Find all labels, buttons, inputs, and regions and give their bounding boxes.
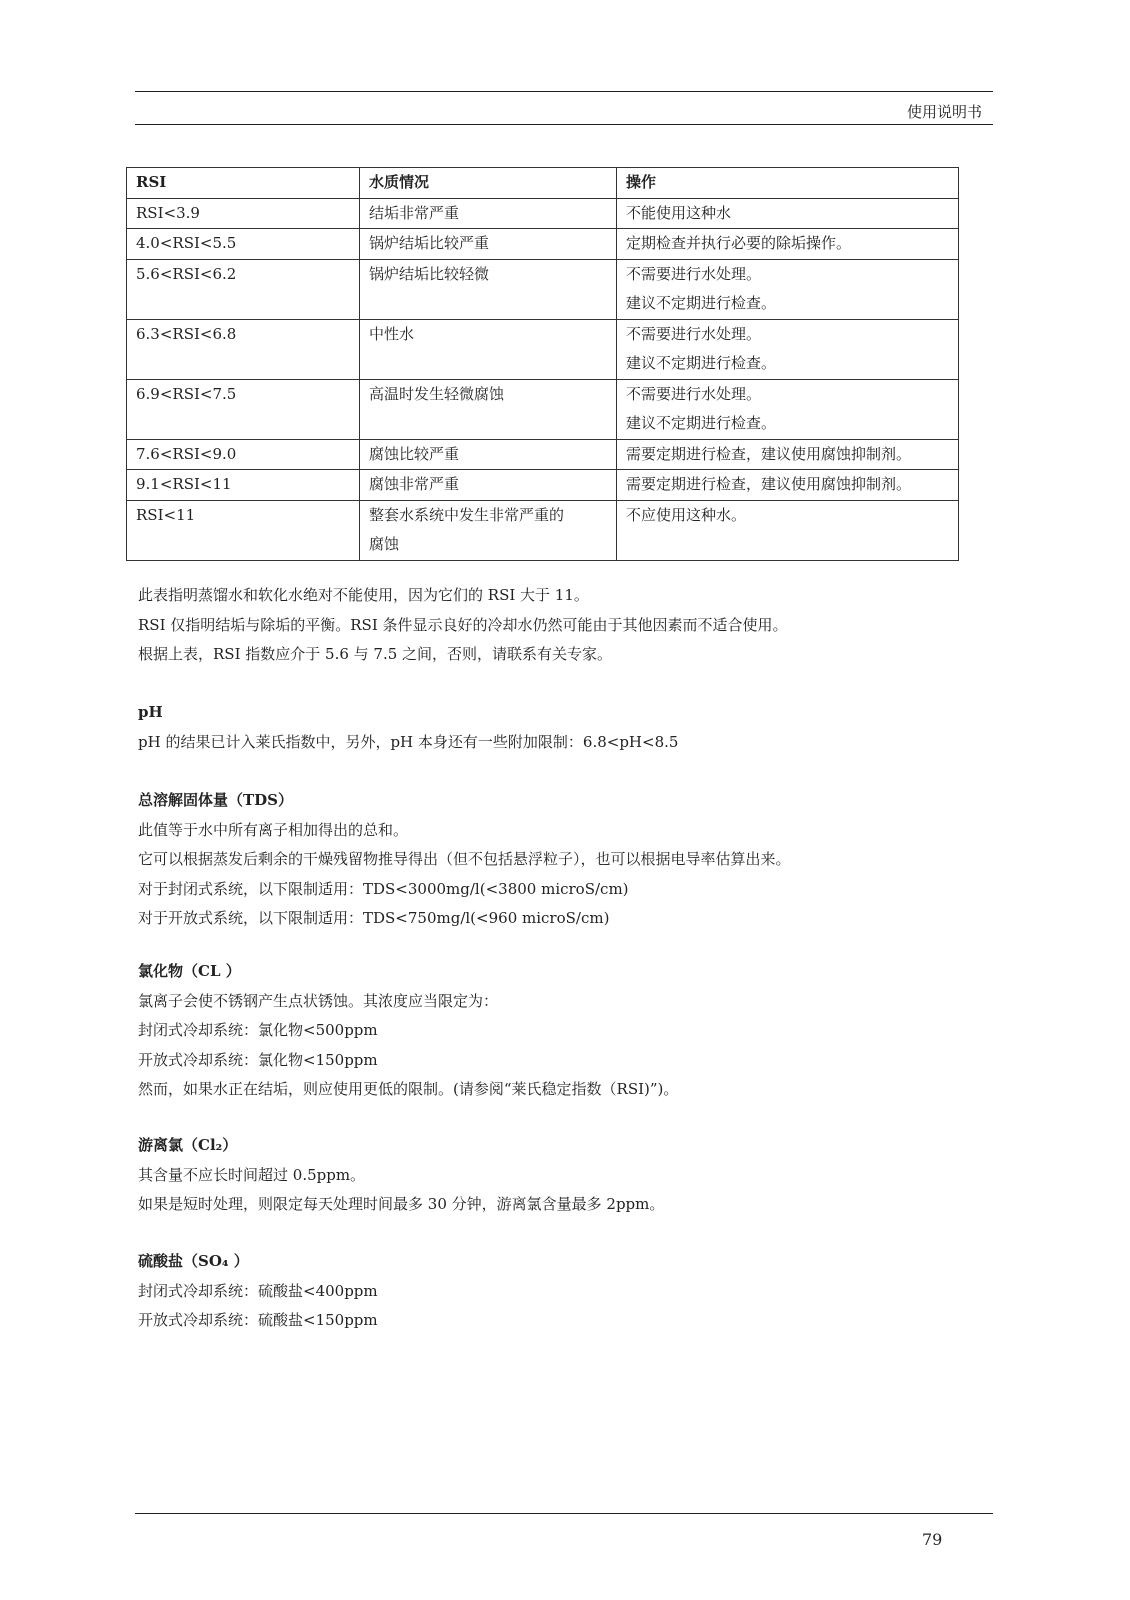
header-rule-bottom xyxy=(135,124,993,125)
section-heading-free-chlorine: 游离氯（Cl₂） xyxy=(138,1136,238,1154)
water-quality-cell: 腐蚀非常严重 xyxy=(360,470,617,501)
section-line: 开放式冷却系统：氯化物<150ppm xyxy=(138,1050,378,1069)
section-heading-chloride: 氯化物（CL ） xyxy=(138,962,241,980)
header-rule-top xyxy=(135,91,993,92)
section-ph xyxy=(138,698,678,757)
action-cell xyxy=(617,379,959,439)
water-quality-cell: 锅炉结垢比较轻微 xyxy=(360,259,617,319)
note-line: 根据上表，RSI 指数应介于 5.6 与 7.5 之间，否则，请联系有关专家。 xyxy=(138,645,613,663)
rsi-table xyxy=(126,167,959,561)
action-line: 定期检查并执行必要的除垢操作。 xyxy=(626,234,852,252)
table-row xyxy=(127,379,959,439)
water-quality-cell: 高温时发生轻微腐蚀 xyxy=(360,379,617,439)
rsi-range-cell: RSI<11 xyxy=(127,500,360,560)
action-line: 不应使用这种水。 xyxy=(626,505,747,524)
document-header-title: 使用说明书 xyxy=(906,103,982,121)
note-line: 此表指明蒸馏水和软化水绝对不能使用，因为它们的 RSI 大于 11。 xyxy=(138,586,589,604)
section-line: 对于封闭式系统，以下限制适用：TDS<3000mg/l(<3800 microS/cm) xyxy=(138,879,629,898)
quality-line: 整套水系统中发生非常严重的 xyxy=(369,505,565,524)
section-tds xyxy=(138,786,791,934)
section-line: 氯离子会使不锈钢产生点状锈蚀。其浓度应当限定为： xyxy=(138,991,499,1010)
table-header-row xyxy=(127,168,959,199)
action-cell xyxy=(617,198,959,229)
table-row xyxy=(127,470,959,501)
section-line: 如果是短时处理，则限定每天处理时间最多 30 分钟，游离氯含量最多 2ppm。 xyxy=(138,1195,665,1213)
action-cell xyxy=(617,500,959,560)
water-quality-cell: 结垢非常严重 xyxy=(360,198,617,229)
section-line: 开放式冷却系统：硫酸盐<150ppm xyxy=(138,1311,378,1329)
action-line: 需要定期进行检查，建议使用腐蚀抑制剂。 xyxy=(626,444,912,463)
action-line: 建议不定期进行检查。 xyxy=(626,354,777,372)
section-heading-tds: 总溶解固体量（TDS） xyxy=(138,791,294,809)
footer-rule xyxy=(135,1513,993,1514)
section-line: 它可以根据蒸发后剩余的干燥残留物推导得出（但不包括悬浮粒子），也可以根据电导率估算出来。 xyxy=(138,850,791,868)
water-quality-cell: 中性水 xyxy=(360,319,617,379)
water-quality-cell xyxy=(360,500,617,560)
section-line: 其含量不应长时间超过 0.5ppm。 xyxy=(138,1165,366,1184)
section-line: 封闭式冷却系统：硫酸盐<400ppm xyxy=(138,1281,378,1300)
action-line: 不能使用这种水 xyxy=(626,203,732,222)
action-cell xyxy=(617,439,959,470)
table-row xyxy=(127,319,959,379)
rsi-range-cell: 9.1<RSI<11 xyxy=(127,470,360,501)
action-line: 不需要进行水处理。 xyxy=(626,264,762,283)
water-quality-cell: 锅炉结垢比较严重 xyxy=(360,229,617,260)
column-header-quality: 水质情况 xyxy=(360,168,617,199)
table-row xyxy=(127,198,959,229)
section-line: 封闭式冷却系统：氯化物<500ppm xyxy=(138,1021,378,1039)
rsi-range-cell: 7.6<RSI<9.0 xyxy=(127,439,360,470)
action-line: 需要定期进行检查，建议使用腐蚀抑制剂。 xyxy=(626,475,912,493)
section-line: 此值等于水中所有离子相加得出的总和。 xyxy=(138,820,409,839)
section-free-chlorine xyxy=(138,1131,664,1220)
action-cell xyxy=(617,470,959,501)
rsi-range-cell: 4.0<RSI<5.5 xyxy=(127,229,360,260)
action-cell xyxy=(617,229,959,260)
action-line: 不需要进行水处理。 xyxy=(626,324,762,343)
section-line: pH 的结果已计入莱氏指数中，另外，pH 本身还有一些附加限制：6.8<pH<8.5 xyxy=(138,732,679,751)
rsi-range-cell: RSI<3.9 xyxy=(127,198,360,229)
action-cell xyxy=(617,319,959,379)
section-sulfate xyxy=(138,1247,378,1336)
section-heading-sulfate: 硫酸盐（SO₄ ） xyxy=(138,1252,249,1270)
table-row xyxy=(127,500,959,560)
table-row xyxy=(127,259,959,319)
quality-line: 腐蚀 xyxy=(369,535,400,553)
action-line: 建议不定期进行检查。 xyxy=(626,294,777,312)
table-row xyxy=(127,229,959,260)
rsi-range-cell: 6.9<RSI<7.5 xyxy=(127,379,360,439)
action-line: 建议不定期进行检查。 xyxy=(626,414,777,432)
rsi-range-cell: 5.6<RSI<6.2 xyxy=(127,259,360,319)
water-quality-cell: 腐蚀比较严重 xyxy=(360,439,617,470)
column-header-rsi: RSI xyxy=(127,168,360,199)
action-cell xyxy=(617,259,959,319)
column-header-action: 操作 xyxy=(617,168,959,199)
rsi-range-cell: 6.3<RSI<6.8 xyxy=(127,319,360,379)
section-line: 对于开放式系统，以下限制适用：TDS<750mg/l(<960 microS/cm) xyxy=(138,909,610,927)
rsi-notes xyxy=(138,581,788,670)
note-line: RSI 仅指明结垢与除垢的平衡。RSI 条件显示良好的冷却水仍然可能由于其他因素而不适合使用。 xyxy=(138,615,788,634)
section-chloride xyxy=(138,957,678,1105)
page-number: 79 xyxy=(922,1530,943,1549)
action-line: 不需要进行水处理。 xyxy=(626,384,762,403)
table-row xyxy=(127,439,959,470)
section-heading-ph: pH xyxy=(138,703,163,721)
section-line: 然而，如果水正在结垢，则应使用更低的限制。(请参阅“莱氏稳定指数（RSI)”)。 xyxy=(138,1080,679,1098)
